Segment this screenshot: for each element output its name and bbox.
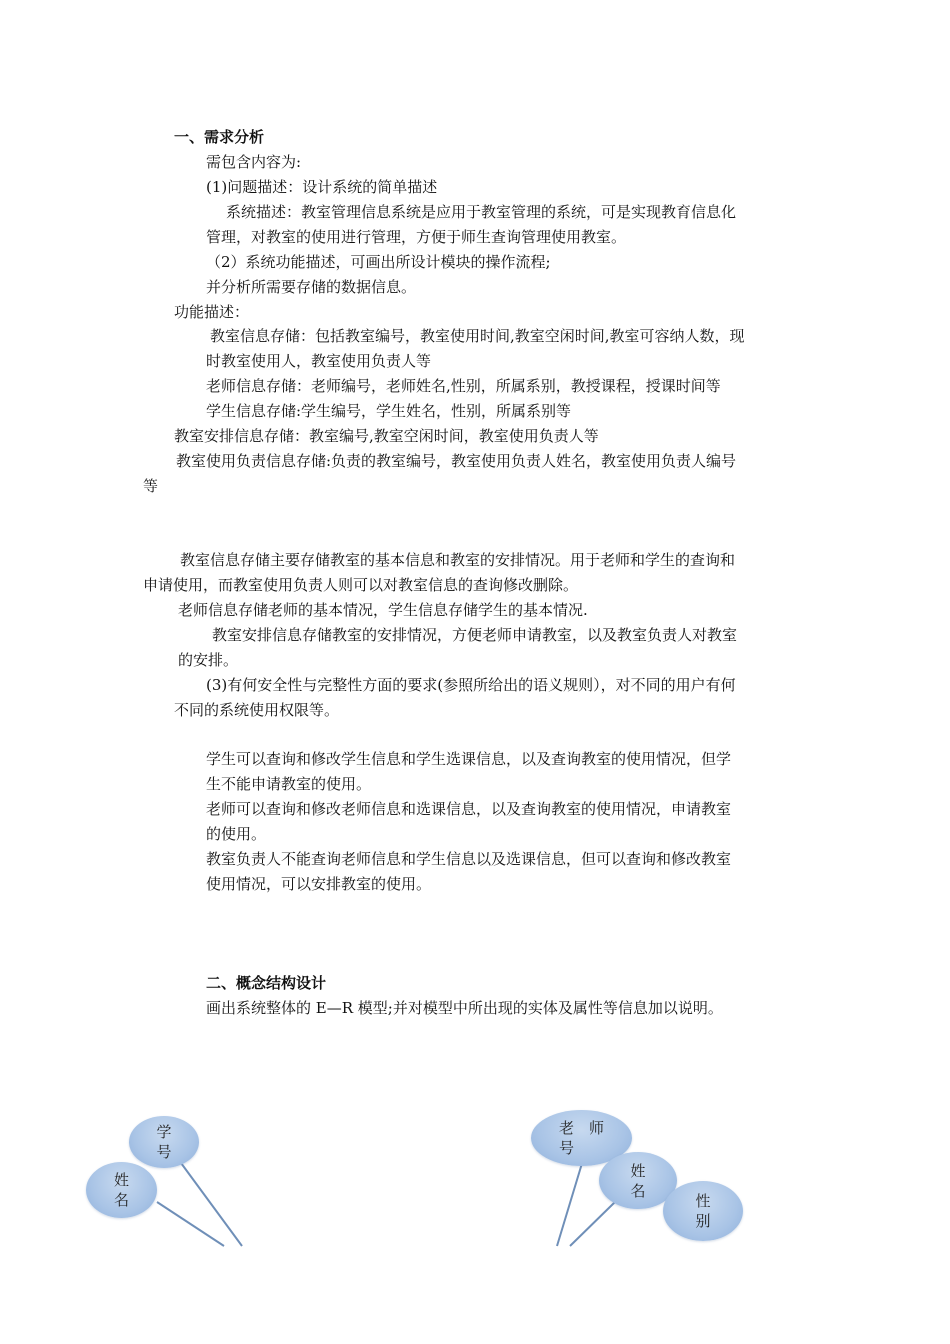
paragraph-line: 功能描述： [174, 303, 250, 321]
paragraph-line: 使用情况，可以安排教室的使用。 [206, 875, 432, 893]
paragraph-line: 学生可以查询和修改学生信息和学生选课信息，以及查询教室的使用情况，但学 [206, 750, 732, 768]
paragraph-line: 教室信息存储：包括教室编号，教室使用时间,教室空闲时间,教室可容纳人数，现 [210, 327, 745, 345]
attr-text: 号 [558, 1139, 574, 1157]
paragraph-line: 的安排。 [178, 651, 239, 669]
attr-text: 性 [695, 1192, 711, 1210]
paragraph-line: 申请使用，而教室使用负责人则可以对教室信息的查询修改删除。 [143, 576, 579, 594]
paragraph-line: 教室安排信息存储教室的安排情况，方便老师申请教室，以及教室负责人对教室 [212, 626, 738, 644]
link-student-id [181, 1163, 242, 1246]
section-heading-conceptual-design: 二、概念结构设计 [206, 974, 327, 992]
paragraph-line: （2）系统功能描述，可画出所设计模块的操作流程; [206, 253, 551, 271]
paragraph-line: 需包含内容为: [206, 153, 302, 171]
paragraph-line: 管理，对教室的使用进行管理，方便于师生查询管理使用教室。 [206, 228, 627, 246]
paragraph-line: 教室安排信息存储：教室编号,教室空闲时间，教室使用负责人等 [174, 427, 599, 445]
attr-text: 别 [695, 1212, 711, 1230]
attr-text: 学 [156, 1123, 172, 1141]
attr-text: 名 [113, 1191, 129, 1209]
attr-text: 名 [630, 1181, 646, 1200]
paragraph-line: (1)问题描述：设计系统的简单描述 [206, 178, 438, 196]
er-attr-teacher-gender [663, 1181, 743, 1241]
er-attr-student-name [86, 1162, 157, 1218]
paragraph-line: 不同的系统使用权限等。 [174, 701, 340, 719]
paragraph-line: 并分析所需要存储的数据信息。 [206, 278, 417, 296]
paragraph-line: 生不能申请教室的使用。 [206, 775, 372, 793]
paragraph-line: 画出系统整体的 E—R 模型;并对模型中所出现的实体及属性等信息加以说明。 [206, 999, 723, 1017]
paragraph-line: 老师信息存储：老师编号，老师姓名,性别，所属系别，教授课程，授课时间等 [206, 377, 721, 395]
link-teacher-name [570, 1202, 615, 1246]
attr-text: 老 师 [558, 1119, 604, 1137]
paragraph-line: 时教室使用人，教室使用负责人等 [206, 352, 432, 370]
paragraph-line: 教室信息存储主要存储教室的基本信息和教室的安排情况。用于老师和学生的查询和 [180, 551, 736, 569]
attr-text: 姓 [113, 1171, 129, 1189]
paragraph-line: 教室使用负责信息存储:负责的教室编号，教室使用负责人姓名，教室使用负责人编号 [176, 452, 737, 470]
paragraph-line: 系统描述：教室管理信息系统是应用于教室管理的系统，可是实现教育信息化 [226, 203, 737, 221]
section-heading-requirements: 一、需求分析 [174, 128, 265, 146]
attr-text: 号 [156, 1143, 172, 1161]
paragraph-line: 的使用。 [206, 825, 267, 843]
paragraph-line: 学生信息存储:学生编号，学生姓名，性别，所属系别等 [206, 402, 572, 420]
paragraph-line: 老师信息存储老师的基本情况，学生信息存储学生的基本情况. [178, 601, 588, 619]
paragraph-line: (3)有何安全性与完整性方面的要求(参照所给出的语义规则），对不同的用户有何 [206, 676, 736, 694]
paragraph-line: 教室负责人不能查询老师信息和学生信息以及选课信息，但可以查询和修改教室 [206, 850, 732, 868]
attr-text: 姓 [630, 1161, 646, 1180]
link-teacher-id [557, 1160, 583, 1246]
er-attr-student-id [129, 1116, 199, 1168]
paragraph-line: 等 [143, 477, 159, 495]
paragraph-line: 老师可以查询和修改老师信息和选课信息，以及查询教室的使用情况，申请教室 [206, 800, 732, 818]
